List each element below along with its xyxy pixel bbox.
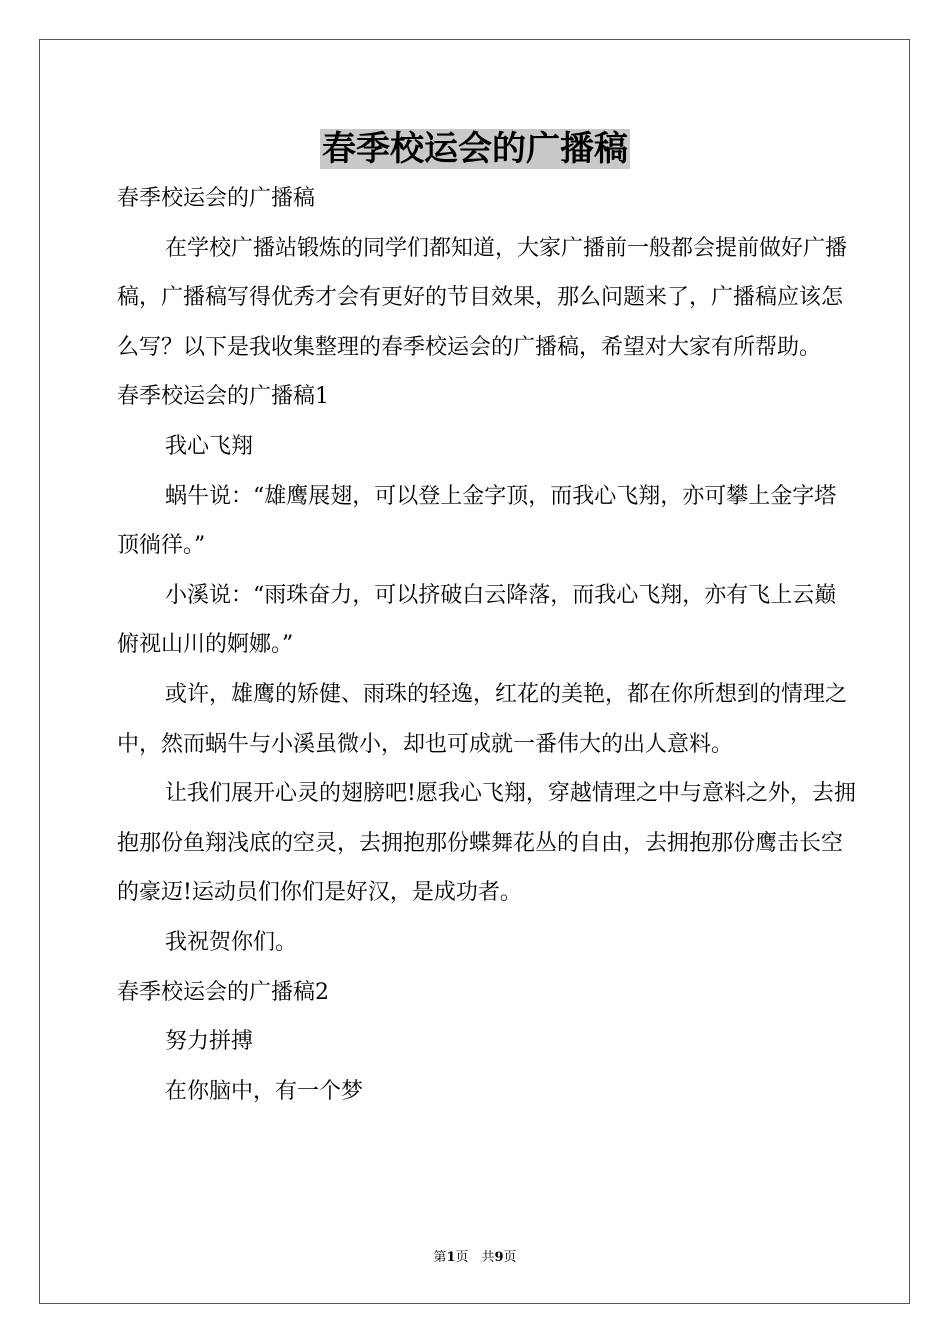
paragraph: 在你脑中，有一个梦 bbox=[165, 1078, 364, 1104]
footer-suffix: 页 bbox=[503, 1250, 517, 1265]
paragraph: 我心飞翔 bbox=[165, 433, 254, 459]
section-heading: 春季校运会的广播稿2 bbox=[117, 979, 329, 1005]
document-title bbox=[0, 126, 950, 172]
section-heading: 春季校运会的广播稿1 bbox=[117, 384, 329, 410]
footer-middle: 页 共 bbox=[455, 1250, 495, 1265]
footer-prefix: 第 bbox=[433, 1250, 447, 1265]
document-title-text: 春季校运会的广播稿 bbox=[322, 129, 628, 169]
footer-page-number: 1 bbox=[446, 1250, 456, 1265]
paragraph: 努力拼搏 bbox=[165, 1029, 254, 1055]
document-body bbox=[117, 174, 857, 1116]
paragraph: 春季校运会的广播稿 bbox=[117, 186, 316, 211]
paragraph: 蜗牛说：“雄鹰展翅，可以登上金字顶，而我心飞翔，亦可攀上金字塔顶徜徉。” bbox=[117, 483, 837, 559]
paragraph: 或许，雄鹰的矫健、雨珠的轻逸，红花的美艳，都在你所想到的情理之中，然而蜗牛与小溪虽微小，却也可成就一番伟大的出人意料。 bbox=[117, 681, 848, 757]
paragraph: 我祝贺你们。 bbox=[165, 929, 298, 955]
paragraph: 在学校广播站锻炼的同学们都知道，大家广播前一般都会提前做好广播稿，广播稿写得优秀才会有更好的节目效果，那么问题来了，广播稿应该怎么写？以下是我收集整理的春季校运会的广播稿，希望对大家有所帮助。 bbox=[117, 235, 848, 360]
paragraph: 让我们展开心灵的翅膀吧!愿我心飞翔，穿越情理之中与意料之外，去拥抱那份鱼翔浅底的空灵，去拥抱那份蝶舞花丛的自由，去拥抱那份鹰击长空的豪迈!运动员们你们是好汉，是成功者。 bbox=[117, 781, 856, 906]
footer-total-pages: 9 bbox=[494, 1250, 504, 1265]
page-footer bbox=[0, 1246, 950, 1265]
paragraph: 小溪说：“雨珠奋力，可以挤破白云降落，而我心飞翔，亦有飞上云巅俯视山川的婀娜。” bbox=[117, 582, 837, 658]
